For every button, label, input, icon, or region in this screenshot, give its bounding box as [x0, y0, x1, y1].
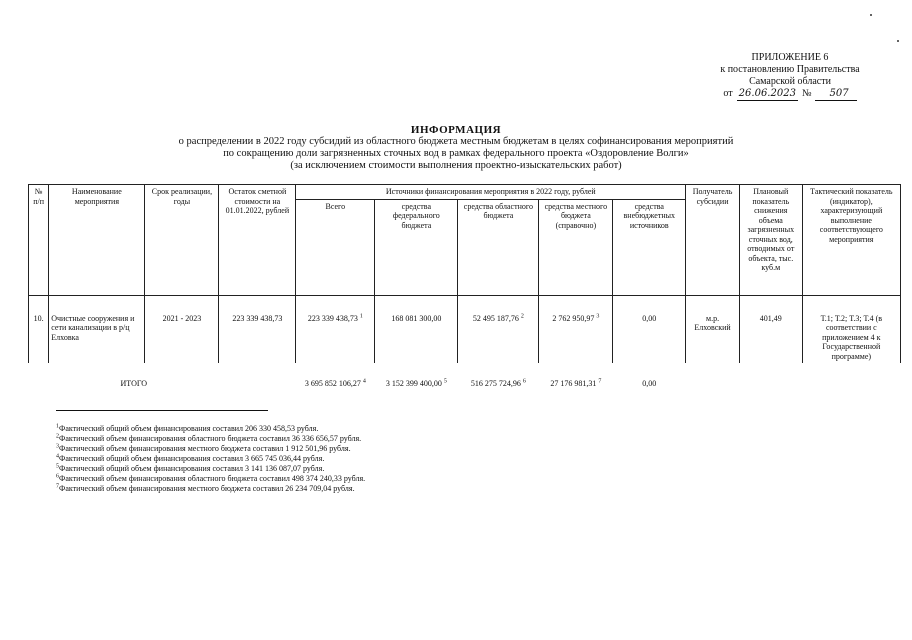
- row-balance: 223 339 438,73: [219, 295, 296, 363]
- col-total-header: Всего: [296, 199, 375, 295]
- heading-line-1: о распределении в 2022 году субсидий из областного бюджета местным бюджетам в целях софинансирования мероприятий: [178, 136, 734, 147]
- col-extra-header: средства внебюджетных источников: [613, 199, 686, 295]
- footnotes-list: [56, 424, 365, 494]
- footnote-ref: 5: [443, 378, 447, 385]
- appendix-date-line: [720, 88, 860, 101]
- scan-speck: [897, 40, 899, 42]
- totals-local: [539, 363, 613, 391]
- footnote-item: $^5$Фактический общий объем финансирования составил 3 141 136 087,07 рубля.: [56, 463, 325, 473]
- row-total: [296, 295, 375, 363]
- col-recipient-header: Получатель субсидии: [686, 185, 740, 296]
- col-term-header: Срок реализации, годы: [145, 185, 219, 296]
- row-local-value: 2 762 950,97: [552, 313, 595, 323]
- appendix-resolution: к постановлению Правительства: [720, 64, 860, 75]
- col-federal-header: средства федерального бюджета: [375, 199, 458, 295]
- footnote-separator: [56, 410, 268, 411]
- col-local-header: средства местного бюджета (справочно): [539, 199, 613, 295]
- col-tactical-header: Тактический показатель (индикатор), характеризующий выполнение соответствующего мероприятия: [802, 185, 900, 296]
- row-plan: 401,49: [739, 295, 802, 363]
- totals-federal-value: 3 152 399 400,00: [385, 379, 442, 388]
- heading-line-2: по сокращению доли загрязненных сточных вод в рамках федерального проекта «Оздоровление Волги»: [223, 148, 689, 159]
- footnote-item: $^7$Фактический объем финансирования местного бюджета составил 26 234 709,04 рубля.: [56, 483, 355, 493]
- row-regional: [458, 295, 539, 363]
- appendix-title: ПРИЛОЖЕНИЕ 6: [751, 52, 829, 63]
- footnote-item: $^2$Фактический объем финансирования областного бюджета составил 36 336 656,57 рубля.: [56, 433, 362, 443]
- col-num-header: № п/п: [29, 185, 49, 296]
- row-regional-value: 52 495 187,76: [472, 313, 519, 323]
- row-total-value: 223 339 438,73: [307, 313, 358, 323]
- number-value: 507: [815, 88, 856, 101]
- totals-regional: [458, 363, 539, 391]
- heading-line-3: (за исключением стоимости выполнения проектно-изыскательских работ): [290, 160, 622, 171]
- footnote-ref: 3: [596, 312, 600, 319]
- col-regional-header: средства областного бюджета: [458, 199, 539, 295]
- row-term: 2021 - 2023: [145, 295, 219, 363]
- row-name: Очистные сооружения и сети канализации в р/ц Елховка: [49, 295, 145, 363]
- row-extra: 0,00: [613, 295, 686, 363]
- row-local: [539, 295, 613, 363]
- footnote-item: $^3$Фактический объем финансирования местного бюджета составил 1 912 501,96 рубля.: [56, 443, 351, 453]
- number-prefix: №: [801, 88, 812, 99]
- date-prefix: от: [723, 88, 733, 99]
- table-row: [29, 295, 901, 363]
- appendix-block: [720, 52, 860, 101]
- subsidy-table: [28, 184, 901, 391]
- totals-regional-value: 516 275 724,96: [470, 379, 521, 388]
- totals-row: [29, 363, 901, 391]
- totals-extra: 0,00: [642, 379, 657, 388]
- row-federal: 168 081 300,00: [375, 295, 458, 363]
- col-plan-header: Плановый показатель снижения объема загрязненных сточных вод, отводимых от объекта, тыс. куб.м: [739, 185, 802, 296]
- totals-local-value: 27 176 981,31: [550, 379, 597, 388]
- footnote-item: $^1$Фактический общий объем финансирования составил 206 330 458,53 рубля.: [56, 423, 319, 433]
- totals-federal: [375, 363, 458, 391]
- footnote-item: $^4$Фактический общий объем финансирования составил 3 665 745 036,44 рубля.: [56, 453, 325, 463]
- date-value: 26.06.2023: [738, 88, 796, 99]
- totals-total: [296, 363, 375, 391]
- col-sources-header: Источники финансирования мероприятия в 2022 году, рублей: [296, 185, 686, 200]
- footnote-ref: 6: [522, 378, 526, 385]
- footnote-ref: 1: [359, 312, 363, 319]
- footnote-ref: 7: [598, 378, 602, 385]
- footnote-ref: 2: [520, 312, 524, 319]
- document-heading: [0, 124, 912, 172]
- scan-speck: [870, 14, 872, 16]
- footnote-ref: 4: [362, 378, 366, 385]
- row-num: 10.: [29, 295, 49, 363]
- row-recipient: м.р. Елховский: [686, 295, 740, 363]
- totals-label: ИТОГО: [120, 379, 148, 388]
- col-name-header: Наименование мероприятия: [49, 185, 145, 296]
- document-title: ИНФОРМАЦИЯ: [410, 124, 502, 136]
- appendix-region: Самарской области: [749, 76, 831, 87]
- totals-total-value: 3 695 852 106,27: [304, 379, 361, 388]
- col-balance-header: Остаток сметной стоимости на 01.01.2022, рублей: [219, 185, 296, 296]
- footnote-item: $^6$Фактический объем финансирования областного бюджета составил 498 374 240,33 рубля.: [56, 473, 366, 483]
- row-tactical: Т.1; Т.2; Т.3; Т.4 (в соответствии с приложением 4 к Государственной программе): [802, 295, 900, 363]
- header-row-1: [29, 185, 901, 200]
